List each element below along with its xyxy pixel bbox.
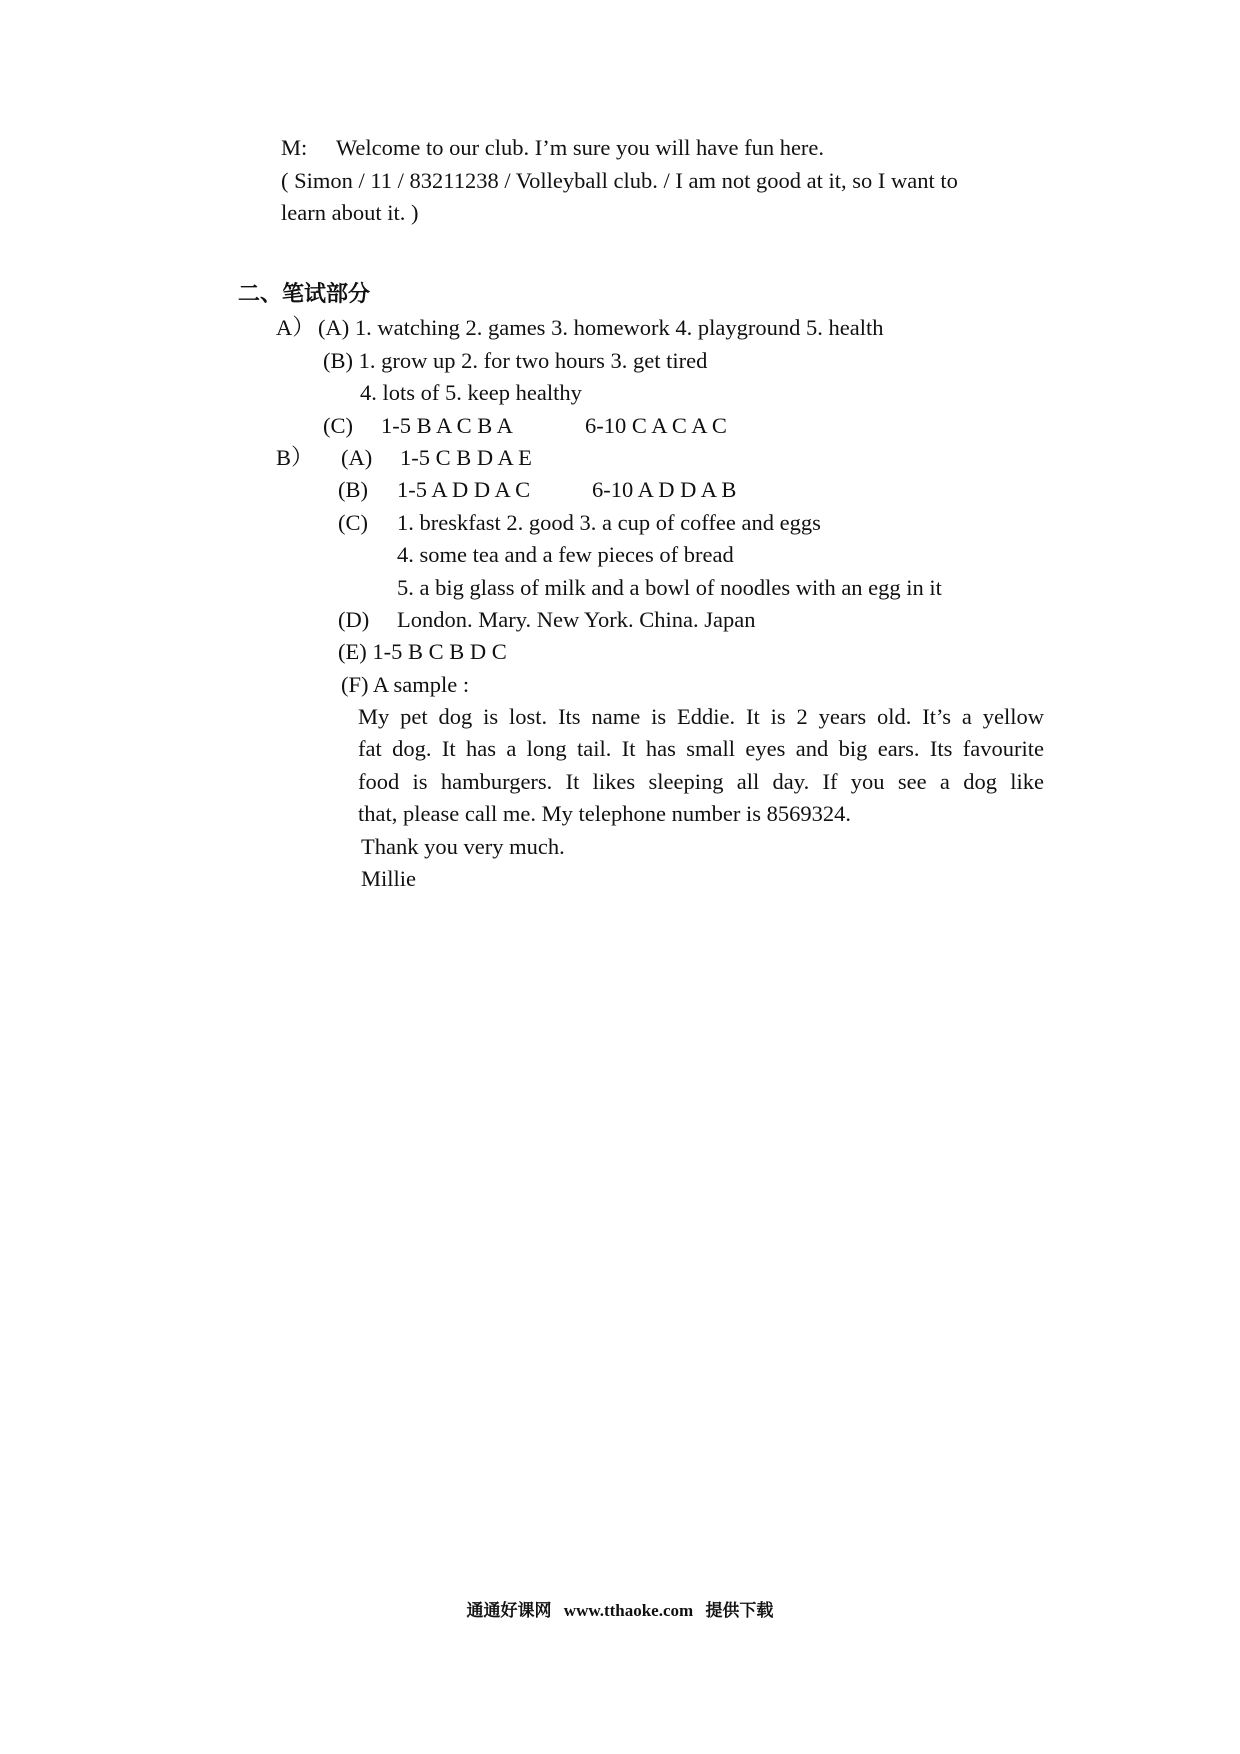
answer-line-2: learn about it. ) [281, 200, 419, 225]
part-a-c-label: (C) [323, 413, 353, 438]
speaker-label: M: [281, 135, 308, 160]
dialogue-line: Welcome to our club. I’m sure you will have fun here. [336, 135, 825, 160]
part-a-c-answers-1: 1-5 B A C B A [381, 413, 513, 438]
part-b-a-answers: 1-5 C B D A E [400, 445, 532, 470]
essay-line: that, please call me. My telephone number is 8569324. [358, 801, 852, 826]
part-b-c-answers-1: 1. breskfast 2. good 3. a cup of coffee and eggs [397, 510, 821, 535]
essay-line: My pet dog is lost. Its name is Eddie. It is 2 years old. It’s a yellow [358, 704, 1044, 729]
section-heading: 二、笔试部分 [238, 282, 371, 307]
part-a-a-answers: (A) 1. watching 2. games 3. homework 4. playground 5. health [318, 315, 884, 340]
part-b-d-answers: London. Mary. New York. China. Japan [397, 607, 756, 632]
part-b-c-answers-2: 4. some tea and a few pieces of bread [397, 542, 734, 567]
part-b-e-answers: (E) 1-5 B C B D C [338, 639, 507, 664]
part-b-label: B） [276, 445, 314, 470]
footer-url: www.tthaoke.com [563, 1601, 694, 1620]
part-a-b-answers-2: 4. lots of 5. keep healthy [360, 380, 582, 405]
part-b-b-answers-2: 6-10 A D D A B [592, 477, 737, 502]
part-b-c-answers-3: 5. a big glass of milk and a bowl of noodles with an egg in it [397, 575, 942, 600]
part-a-c-answers-2: 6-10 C A C A C [585, 413, 727, 438]
part-b-f-heading: (F) A sample : [341, 672, 470, 697]
part-b-c-label: (C) [338, 510, 368, 535]
answer-line-1: ( Simon / 11 / 83211238 / Volleyball club. / I am not good at it, so I want to [281, 168, 958, 193]
essay-line: fat dog. It has a long tail. It has small eyes and big ears. Its favourite [358, 736, 1044, 761]
part-a-label: A） [276, 315, 315, 340]
essay-line: food is hamburgers. It likes sleeping all day. If you see a dog like [358, 769, 1044, 794]
footer [0, 1596, 1240, 1621]
part-a-b-answers-1: (B) 1. grow up 2. for two hours 3. get tired [323, 348, 708, 373]
essay-closing: Thank you very much. [361, 834, 565, 859]
part-b-d-label: (D) [338, 607, 370, 632]
essay-signature: Millie [361, 866, 416, 891]
part-b-a-label: (A) [341, 445, 373, 470]
footer-site-name: 通通好课网 [466, 1601, 552, 1621]
footer-suffix: 提供下载 [705, 1601, 774, 1621]
part-b-b-answers-1: 1-5 A D D A C [397, 477, 531, 502]
part-b-b-label: (B) [338, 477, 368, 502]
